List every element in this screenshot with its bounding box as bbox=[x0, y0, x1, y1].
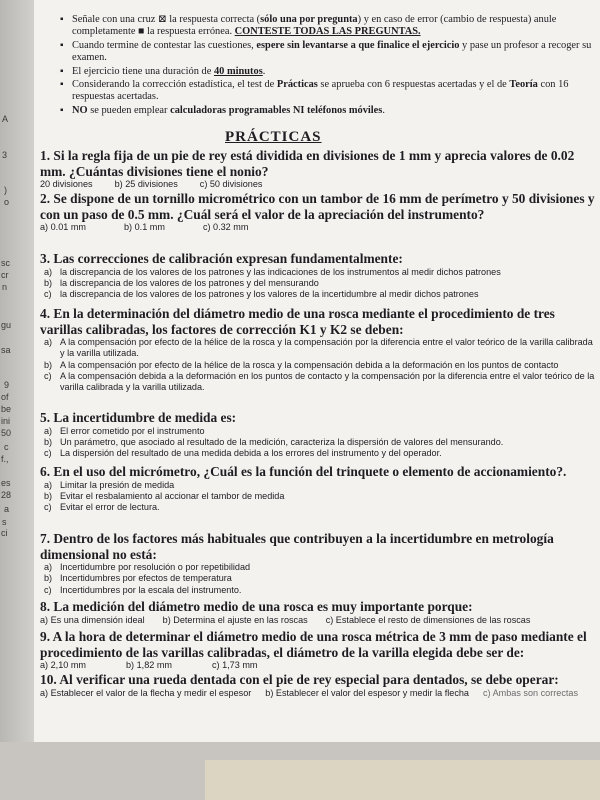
margin-fragment: sa bbox=[1, 345, 11, 355]
margin-fragment: 28 bbox=[1, 490, 12, 500]
margin-fragment: ci bbox=[1, 528, 8, 538]
options-list bbox=[40, 426, 596, 460]
options-list bbox=[40, 337, 596, 393]
option-a[interactable]: a) Establecer el valor de la flecha y medir el espesor bbox=[40, 687, 252, 698]
option-c[interactable]: c) la discrepancia de los valores de los patrones y los valores de la incertidumbre al medir dichos patrones bbox=[44, 289, 479, 300]
instruction-item: ▪ NO se pueden emplear calculadoras programables NI teléfonos móviles. bbox=[58, 105, 598, 117]
option-c[interactable]: c) 50 divisiones bbox=[199, 179, 263, 189]
margin-fragment: ) bbox=[4, 185, 7, 195]
option-c[interactable]: c) A la compensación debida a la deformación en los puntos de contacto y la compensación por la diferencia entre el valor teórico de la varilla calibrada y la varilla utilizada. bbox=[44, 370, 595, 393]
option-a[interactable]: a) El error cometido por el instrumento bbox=[44, 425, 205, 436]
question-text: 9. A la hora de determinar el diámetro medio de una rosca métrica de 3 mm de paso mediante el procedimiento de las varillas calibradas, el diámetro de la varilla elegida debe ser de: bbox=[40, 629, 587, 660]
options-row bbox=[40, 688, 596, 699]
option-a[interactable]: a) Limitar la presión de medida bbox=[44, 479, 175, 490]
question-2 bbox=[40, 191, 596, 233]
option-a[interactable]: a) la discrepancia de los valores de los patrones y las indicaciones de los instrumentos al medir dichos patrones bbox=[44, 266, 501, 277]
question-6 bbox=[40, 464, 596, 513]
option-b[interactable]: b) la discrepancia de los valores de los patrones y del mensurando bbox=[44, 277, 319, 288]
instruction-item: ▪ Señale con una cruz ⊠ la respuesta correcta (sólo una por pregunta) y en caso de error (cambio de respuesta) anule completamente ■ la respuesta errónea. CONTESTE TODAS LAS PREGUNTAS. bbox=[58, 14, 598, 39]
option-a[interactable]: 20 divisiones bbox=[40, 179, 93, 189]
option-c[interactable]: c) Evitar el error de lectura. bbox=[44, 502, 160, 513]
instruction-item: ▪ El ejercicio tiene una duración de 40 minutos. bbox=[58, 66, 598, 78]
question-text: 1. Si la regla fija de un pie de rey está dividida en divisiones de 1 mm y aprecia valores de 0.02 mm. ¿Cuántas divisiones tiene el nonio? bbox=[40, 148, 575, 179]
margin-fragment: o bbox=[4, 197, 10, 207]
margin-fragment: sc bbox=[1, 258, 10, 268]
question-5 bbox=[40, 410, 596, 459]
question-7 bbox=[40, 531, 596, 596]
margin-fragment: 9 bbox=[4, 380, 10, 390]
margin-fragment: c bbox=[4, 442, 9, 452]
option-a[interactable]: a) Incertidumbre por resolución o por repetibilidad bbox=[44, 562, 251, 572]
question-text: 5. La incertidumbre de medida es: bbox=[40, 410, 237, 425]
options-list bbox=[40, 480, 596, 514]
option-a[interactable]: a) 0.01 mm bbox=[40, 222, 86, 232]
option-a[interactable]: a) 2,10 mm bbox=[40, 660, 86, 670]
option-c[interactable]: c) Incertidumbres por la escala del instrumento. bbox=[44, 584, 242, 595]
question-10 bbox=[40, 672, 596, 699]
option-b[interactable]: b) Establecer el valor del espesor y medir la flecha bbox=[265, 687, 469, 698]
options-row bbox=[40, 660, 596, 671]
margin-fragment: 3 bbox=[2, 150, 8, 160]
instruction-item: ▪ Considerando la corrección estadística, el test de Prácticas se aprueba con 6 respuestas acertadas y el de Teoría con 16 respuestas acertadas. bbox=[58, 79, 598, 104]
margin-fragment: f., bbox=[1, 454, 9, 464]
option-c[interactable]: c) Ambas son correctas bbox=[482, 687, 578, 698]
section-title: PRÁCTICAS bbox=[225, 129, 322, 145]
options-list bbox=[40, 562, 596, 596]
option-b[interactable]: b) A la compensación por efecto de la hélice de la rosca y la compensación debida a la deformación en los puntos de contacto bbox=[44, 359, 559, 370]
underlying-paper bbox=[205, 760, 600, 800]
question-text: 4. En la determinación del diámetro medio de una rosca mediante el procedimiento de tres varillas calibradas, los factores de corrección K1 y K2 se deben: bbox=[40, 306, 555, 337]
question-text: 7. Dentro de los factores más habituales que contribuyen a la incertidumbre en metrología dimensional no está: bbox=[40, 531, 554, 562]
option-b[interactable]: b) Evitar el resbalamiento al accionar el tambor de medida bbox=[44, 490, 285, 501]
option-c[interactable]: c) 1,73 mm bbox=[212, 660, 258, 670]
question-text: 10. Al verificar una rueda dentada con el pie de rey especial para dentados, se debe operar: bbox=[40, 672, 559, 687]
question-8 bbox=[40, 599, 596, 626]
margin-fragment: es bbox=[1, 478, 11, 488]
margin-fragment: 50 bbox=[1, 428, 12, 438]
instructions-block bbox=[58, 14, 598, 118]
option-b[interactable]: b) Determina el ajuste en las roscas bbox=[162, 614, 308, 625]
margin-fragment: A bbox=[2, 114, 9, 124]
option-b[interactable]: b) 1,82 mm bbox=[126, 660, 172, 670]
option-a[interactable]: a) Es una dimensión ideal bbox=[40, 614, 145, 625]
options-row bbox=[40, 222, 596, 233]
option-c[interactable]: c) 0.32 mm bbox=[202, 222, 249, 232]
option-c[interactable]: c) Establece el resto de dimensiones de las roscas bbox=[325, 614, 531, 625]
margin-fragment: s bbox=[2, 517, 7, 527]
margin-fragment: ini bbox=[1, 416, 11, 426]
option-b[interactable]: b) Un parámetro, que asociado al resultado de la medición, caracteriza la dispersión de valores del mensurando. bbox=[44, 436, 504, 447]
question-1 bbox=[40, 148, 596, 190]
margin-fragment: of bbox=[1, 392, 9, 402]
option-b[interactable]: b) 0.1 mm bbox=[124, 222, 165, 232]
margin-fragment: cr bbox=[1, 270, 9, 280]
margin-fragment: gu bbox=[1, 320, 12, 330]
question-9 bbox=[40, 629, 596, 671]
options-row bbox=[40, 179, 596, 190]
question-text: 3. Las correcciones de calibración expresan fundamentalmente: bbox=[40, 251, 403, 266]
question-4 bbox=[40, 306, 596, 393]
question-text: 2. Se dispone de un tornillo micrométrico con un tambor de 16 mm de perímetro y 50 divisiones y con un paso de 0.5 mm. ¿Cuál será el valor de la apreciación del instrumento? bbox=[40, 191, 595, 222]
question-text: 8. La medición del diámetro medio de una rosca es muy importante porque: bbox=[40, 599, 473, 614]
options-list bbox=[40, 267, 596, 301]
option-c[interactable]: c) La dispersión del resultado de una medida debida a los errores del instrumento y del operador. bbox=[44, 448, 442, 459]
option-b[interactable]: b) Incertidumbres por efectos de temperatura bbox=[44, 573, 232, 584]
options-row bbox=[40, 615, 596, 626]
question-text: 6. En el uso del micrómetro, ¿Cuál es la función del trinquete o elemento de accionamiento?. bbox=[40, 464, 567, 479]
question-3 bbox=[40, 251, 596, 300]
margin-fragment: a bbox=[4, 504, 10, 514]
margin-fragment: be bbox=[1, 404, 12, 414]
option-b[interactable]: b) 25 divisiones bbox=[114, 179, 178, 189]
option-a[interactable]: a) A la compensación por efecto de la hélice de la rosca y la compensación por la diferencia entre el valor teórico de la varilla calibrada y la varilla utilizada. bbox=[44, 337, 593, 359]
margin-fragment: n bbox=[2, 282, 8, 292]
instruction-item: ▪ Cuando termine de contestar las cuestiones, espere sin levantarse a que finalice el ejercicio y pase un profesor a recoger su examen. bbox=[58, 40, 598, 65]
